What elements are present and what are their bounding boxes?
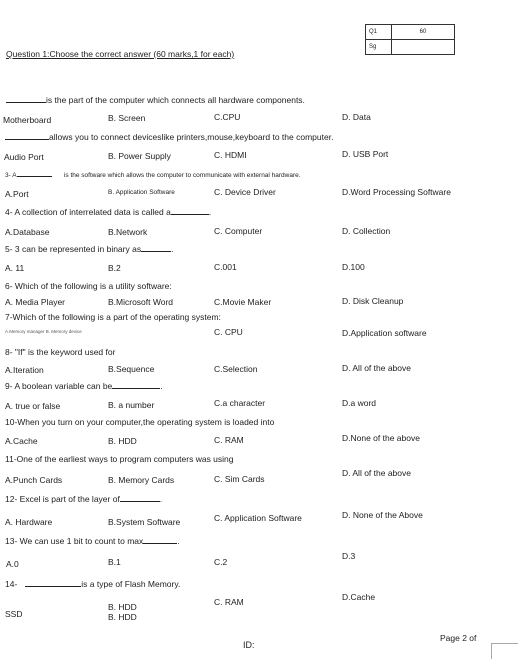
q3-option-a: A.Port (5, 189, 29, 199)
q4-option-c: C. Computer (214, 226, 263, 236)
score-s-label: Sg (366, 40, 392, 55)
q8-option-d: D. All of the above (342, 363, 411, 373)
q12-option-d: D. None of the Above (342, 510, 423, 520)
question-1: is the part of the computer which connects all hardware components. (6, 96, 305, 105)
q10-option-c: C. RAM (214, 435, 244, 445)
question-9: 9- A boolean variable can be . (5, 381, 163, 391)
q12-option-c: C. Application Software (214, 513, 302, 523)
q12-option-a: A. Hardware (5, 517, 53, 527)
score-q-label: Q1 (366, 25, 392, 40)
q14-option-b: B. HDD (108, 602, 137, 612)
question-5: 5- 3 can be represented in binary as . (5, 244, 174, 254)
answer-blank[interactable] (141, 251, 171, 252)
question-10: 10-When you turn on your computer,the operating system is loaded into (5, 417, 275, 427)
q14-option-c: C. RAM (214, 597, 244, 607)
q10-option-d: D.None of the above (342, 433, 420, 443)
q6-option-c: C.Movie Maker (214, 297, 272, 307)
q5-option-b: B.2 (108, 263, 121, 273)
q10-option-b: B. HDD (108, 436, 137, 446)
q5-option-c: C.001 (214, 262, 237, 272)
q9-option-a: A. true or false (5, 401, 61, 411)
q13-option-c: C.2 (214, 557, 228, 567)
q8-option-b: B.Sequence (108, 364, 155, 374)
question-11: 11-One of the earliest ways to program computers was using (5, 454, 234, 464)
question-12: 12- Excel is part of the layer of . (5, 494, 163, 504)
question-3: 3- A is the software which allows the computer to communicate with external hardware. (5, 172, 301, 179)
score-table (365, 24, 455, 55)
q11-option-d: D. All of the above (342, 468, 411, 478)
q13-option-b: B.1 (108, 557, 121, 567)
q7-option-d: D.Application software (342, 328, 427, 338)
q1-option-c: C.CPU (214, 112, 241, 122)
q13-option-a: A.0 (6, 559, 19, 569)
page-label: Page 2 of (440, 633, 477, 643)
q3-option-d: D.Word Processing Software (342, 187, 451, 197)
question-heading: Question 1:Choose the correct answer (60 marks,1 for each) (6, 49, 235, 59)
question-7: 7-Which of the following is a part of the operating system: (5, 312, 221, 322)
q11-option-b: B. Memory Cards (108, 475, 175, 485)
q3-option-c: C. Device Driver (214, 187, 276, 197)
q6-option-a: A. Media Player (5, 297, 65, 307)
q13-option-d: D.3 (342, 551, 356, 561)
id-label: ID: (243, 640, 255, 650)
answer-blank[interactable] (120, 501, 160, 502)
answer-blank[interactable] (171, 214, 209, 215)
q14-option-b-duplicate: B. HDD (108, 612, 137, 622)
question-8: 8- "If" is the keyword used for (5, 347, 116, 357)
q1-option-d: D. Data (342, 112, 371, 122)
question-2: allows you to connect deviceslike printers,mouse,keyboard to the computer. (5, 133, 333, 142)
q5-option-a: A. 11 (5, 263, 25, 273)
question-6: 6- Which of the following is a utility software: (5, 281, 172, 291)
q14-option-d: D.Cache (342, 592, 376, 602)
q4-option-b: B.Network (108, 227, 148, 237)
answer-blank[interactable] (17, 176, 52, 177)
score-q-value: 60 (392, 25, 455, 40)
q7-option-c: C. CPU (214, 327, 243, 337)
q1-option-b: B. Screen (108, 113, 146, 123)
question-13: 13- We can use 1 bit to count to max . (5, 536, 180, 546)
answer-blank[interactable] (143, 543, 177, 544)
q2-option-d: D. USB Port (342, 149, 389, 159)
q4-option-d: D. Collection (342, 226, 391, 236)
question-4: 4- A collection of interrelated data is called a . (5, 207, 212, 217)
q4-option-a: A.Database (5, 227, 50, 237)
q10-option-a: A.Cache (5, 436, 38, 446)
question-14: 14- is a type of Flash Memory. (5, 579, 181, 589)
answer-blank[interactable] (112, 388, 160, 389)
q5-option-d: D.100 (342, 262, 365, 272)
q7-option-ab: A.Memory manager B. Memory device (5, 329, 82, 334)
q11-option-a: A.Punch Cards (5, 475, 63, 485)
score-s-value (392, 40, 455, 55)
answer-blank[interactable] (5, 139, 49, 140)
q9-option-d: D.a word (342, 398, 377, 408)
q12-option-b: B.System Software (108, 517, 181, 527)
q2-option-c: C. HDMI (214, 150, 247, 160)
q9-option-c: C.a character (214, 398, 266, 408)
q2-option-a: Audio Port (4, 152, 44, 162)
answer-blank[interactable] (6, 102, 46, 103)
q3-option-b: B. Application Software (108, 189, 175, 196)
page-number-frame (491, 643, 518, 659)
answer-blank[interactable] (25, 586, 81, 587)
q8-option-a: A.Iteration (5, 365, 44, 375)
q6-option-b: B.Microsoft Word (108, 297, 174, 307)
q11-option-c: C. Sim Cards (214, 474, 265, 484)
q8-option-c: C.Selection (214, 364, 258, 374)
q2-option-b: B. Power Supply (108, 151, 171, 161)
q9-option-b: B. a number (108, 400, 155, 410)
q14-option-a: SSD (5, 609, 23, 619)
q6-option-d: D. Disk Cleanup (342, 296, 404, 306)
q1-option-a: Motherboard (3, 115, 52, 125)
